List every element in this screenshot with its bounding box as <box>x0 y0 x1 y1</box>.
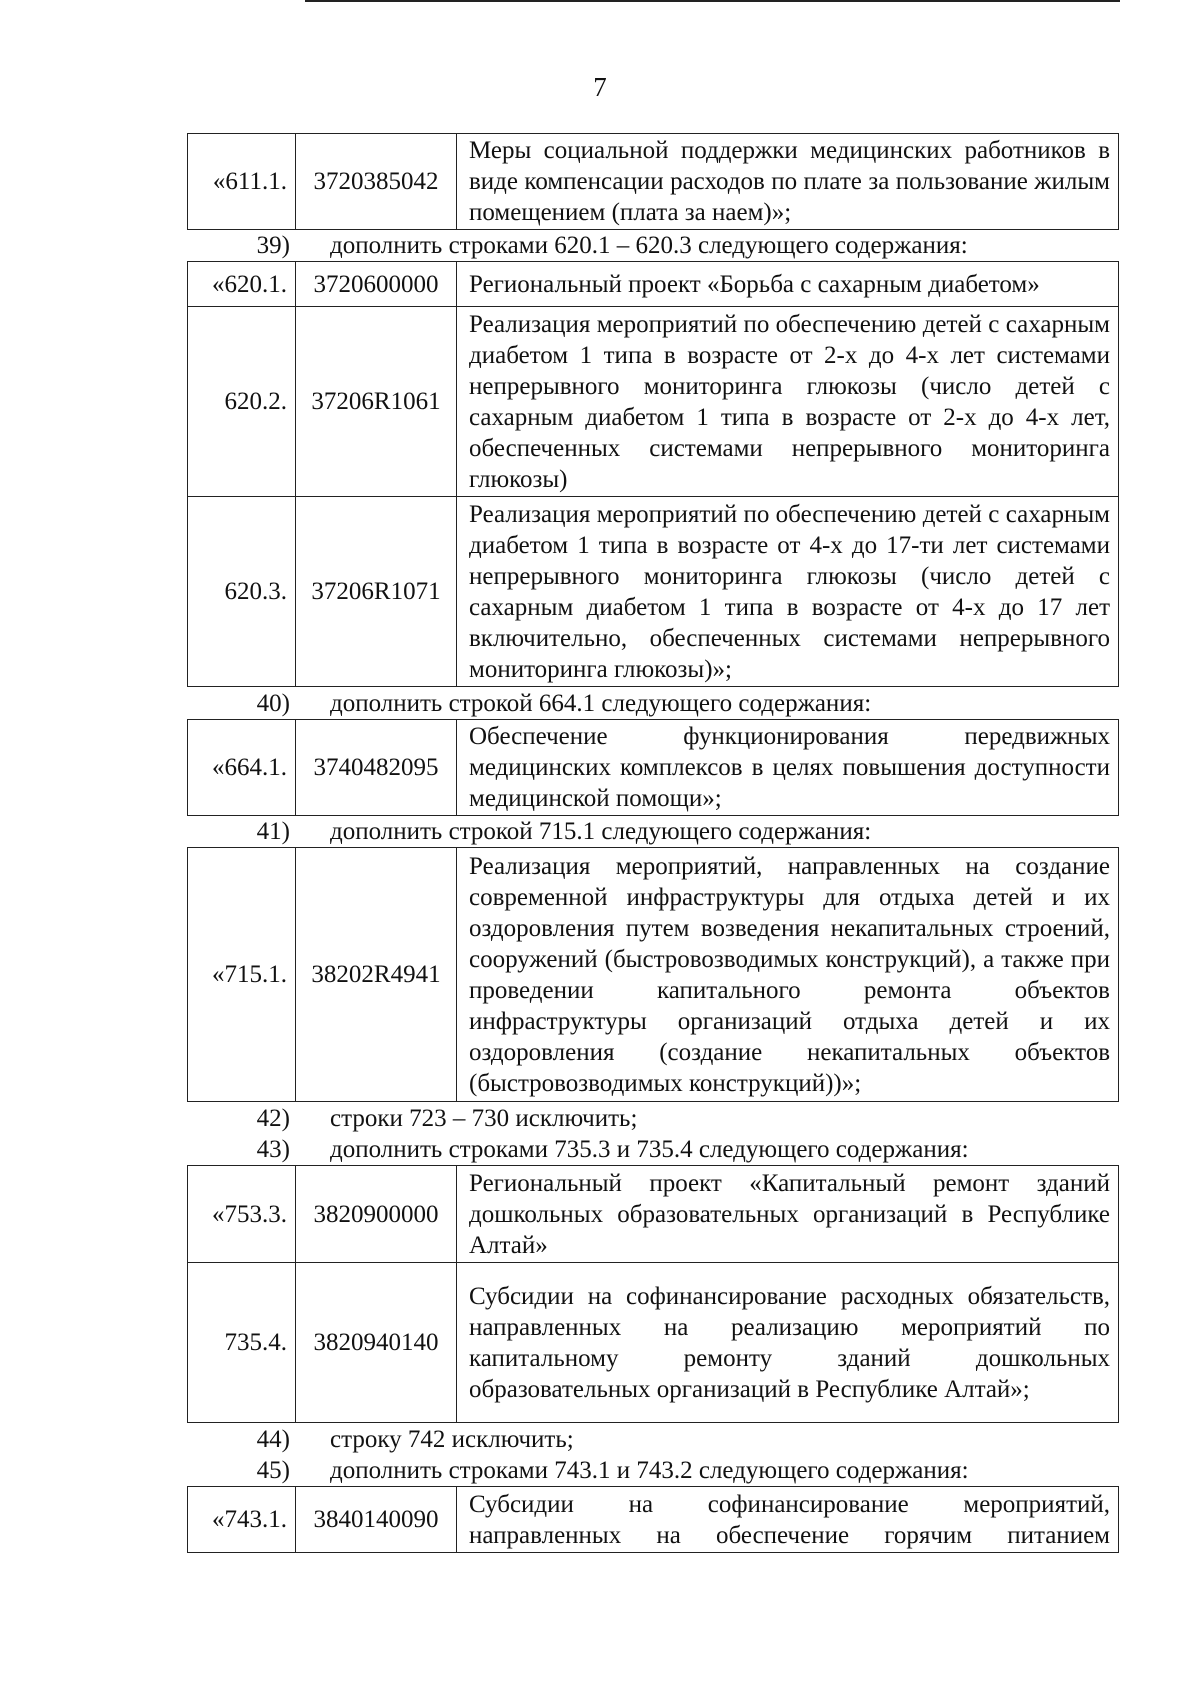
row-code: 3840140090 <box>296 1487 457 1553</box>
instruction-number: 44) <box>256 1426 290 1453</box>
top-rule <box>305 0 1120 2</box>
instruction-41 <box>187 816 1119 847</box>
row-description: Реализация мероприятий по обеспечению детей с сахарным диабетом 1 типа в возрасте от 4-х до 17-ти лет системами непрерывного мониторинга глюкозы (число детей с сахарным диабетом 1 типа в возрасте от 4-х до 17 лет включительно, обеспеченных системами непрерывного мониторинга глюкозы)»; <box>457 497 1119 687</box>
table-row <box>188 134 1119 230</box>
row-description: Реализация мероприятий, направленных на создание современной инфраструктуры для отдыха детей и их оздоровления путем возведения некапитальных строений, сооружений (быстровозводимых конструкций), а также при проведении капитального ремонта объектов инфраструктуры организаций отдыха детей и их оздоровления (создание некапитальных объектов (быстровозводимых конструкций))»; <box>457 848 1119 1102</box>
instruction-text: дополнить строками 743.1 и 743.2 следующего содержания: <box>330 1457 969 1484</box>
instruction-42 <box>187 1103 1119 1134</box>
instruction-text: дополнить строками 735.3 и 735.4 следующего содержания: <box>330 1136 969 1163</box>
amendment-table-6 <box>187 1486 1119 1553</box>
amendment-table-5 <box>187 1165 1119 1423</box>
table-row <box>188 497 1119 687</box>
row-number: 620.2. <box>188 307 296 497</box>
instruction-text: строку 742 исключить; <box>330 1426 574 1453</box>
instruction-45 <box>187 1455 1119 1486</box>
table-row <box>188 1166 1119 1263</box>
row-code: 3740482095 <box>296 720 457 816</box>
instruction-40 <box>187 688 1119 719</box>
instruction-39 <box>187 230 1119 261</box>
table-row <box>188 307 1119 497</box>
row-number: «715.1. <box>188 848 296 1102</box>
instruction-number: 45) <box>256 1457 290 1484</box>
row-description: Обеспечение функционирования передвижных медицинских комплексов в целях повышения доступности медицинской помощи»; <box>457 720 1119 816</box>
instruction-number: 39) <box>256 232 290 259</box>
row-description: Субсидии на софинансирование расходных обязательств, направленных на реализацию мероприятий по капитальному ремонту зданий дошкольных образовательных организаций в Республике Алтай»; <box>457 1263 1119 1423</box>
instruction-text: дополнить строкой 664.1 следующего содержания: <box>330 690 872 717</box>
instruction-text: дополнить строками 620.1 – 620.3 следующего содержания: <box>330 232 968 259</box>
row-number: «753.3. <box>188 1166 296 1263</box>
row-code: 3720600000 <box>296 262 457 307</box>
instruction-text: строки 723 – 730 исключить; <box>330 1105 638 1132</box>
instruction-number: 42) <box>256 1105 290 1132</box>
row-description: Региональный проект «Борьба с сахарным диабетом» <box>457 262 1119 307</box>
row-description: Субсидии на софинансирование мероприятий, направленных на обеспечение горячим питанием <box>457 1487 1119 1553</box>
table-row <box>188 1263 1119 1423</box>
row-number: «620.1. <box>188 262 296 307</box>
instruction-number: 43) <box>256 1136 290 1163</box>
amendment-table-2 <box>187 261 1119 687</box>
row-number: «664.1. <box>188 720 296 816</box>
amendment-table-1 <box>187 133 1119 230</box>
instruction-43 <box>187 1134 1119 1165</box>
row-code: 3820900000 <box>296 1166 457 1263</box>
row-code: 3720385042 <box>296 134 457 230</box>
row-description: Региональный проект «Капитальный ремонт зданий дошкольных образовательных организаций в Республике Алтай» <box>457 1166 1119 1263</box>
row-description: Реализация мероприятий по обеспечению детей с сахарным диабетом 1 типа в возрасте от 2-х до 4-х лет системами непрерывного мониторинга глюкозы (число детей с сахарным диабетом 1 типа в возрасте от 2-х до 4-х лет, обеспеченных системами непрерывного мониторинга глюкозы) <box>457 307 1119 497</box>
instruction-44 <box>187 1424 1119 1455</box>
row-code: 37206R1071 <box>296 497 457 687</box>
row-code: 3820940140 <box>296 1263 457 1423</box>
amendment-table-4 <box>187 847 1119 1102</box>
amendment-table-3 <box>187 719 1119 816</box>
row-description: Меры социальной поддержки медицинских работников в виде компенсации расходов по плате за пользование жилым помещением (плата за наем)»; <box>457 134 1119 230</box>
row-number: 735.4. <box>188 1263 296 1423</box>
row-number: «743.1. <box>188 1487 296 1553</box>
table-row <box>188 1487 1119 1553</box>
row-code: 38202R4941 <box>296 848 457 1102</box>
table-row <box>188 720 1119 816</box>
table-row <box>188 848 1119 1102</box>
row-number: «611.1. <box>188 134 296 230</box>
table-row <box>188 262 1119 307</box>
row-number: 620.3. <box>188 497 296 687</box>
instruction-number: 41) <box>256 818 290 845</box>
instruction-text: дополнить строкой 715.1 следующего содержания: <box>330 818 872 845</box>
page-number: 7 <box>593 72 607 102</box>
instruction-number: 40) <box>256 690 290 717</box>
row-code: 37206R1061 <box>296 307 457 497</box>
